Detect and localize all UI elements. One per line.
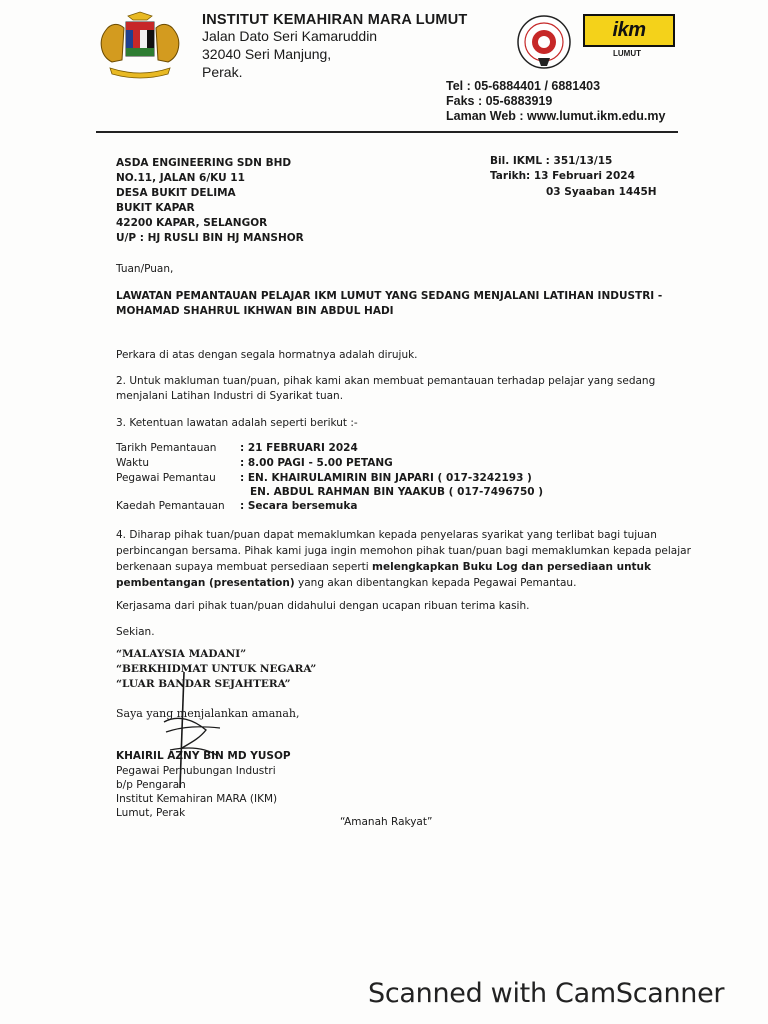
detail-label: Pegawai Pemantau bbox=[116, 472, 216, 484]
signatory-name: KHAIRIL AZNY BIN MD YUSOP bbox=[116, 750, 291, 762]
detail-value: : 21 FEBRUARI 2024 bbox=[240, 442, 358, 454]
signatory-title: Lumut, Perak bbox=[116, 807, 186, 819]
paragraph-4: perbincangan bersama. Pihak kami juga ingin memohon pihak tuan/puan bagi memaklumkan kepada pelajar bbox=[116, 545, 691, 557]
subject-line: MOHAMAD SHAHRUL IKHWAN BIN ABDUL HADI bbox=[116, 305, 394, 317]
salutation: Tuan/Puan, bbox=[116, 263, 174, 275]
malaysia-coat-of-arms-icon bbox=[92, 10, 188, 80]
paragraph-4-emphasis: melengkapkan Buku Log dan persediaan untuk bbox=[372, 561, 652, 573]
tagline: “LUAR BANDAR SEJAHTERA” bbox=[116, 678, 291, 690]
subject-line: LAWATAN PEMANTAUAN PELAJAR IKM LUMUT YANG SEDANG MENJALANI LATIHAN INDUSTRI - bbox=[116, 290, 663, 302]
reference-date: : 13 Februari 2024 bbox=[526, 170, 635, 182]
contact-faks: Faks : 05-6883919 bbox=[446, 94, 553, 108]
signatory-title: Pegawai Perhubungan Industri bbox=[116, 765, 276, 777]
recipient-line: U/P : HJ RUSLI BIN HJ MANSHOR bbox=[116, 232, 304, 244]
institute-name: INSTITUT KEMAHIRAN MARA LUMUT bbox=[202, 12, 468, 28]
paragraph-6: Sekian. bbox=[116, 626, 155, 638]
paragraph-4 bbox=[116, 577, 576, 589]
address-line: Jalan Dato Seri Kamaruddin bbox=[202, 28, 378, 44]
address-line: 32040 Seri Manjung, bbox=[202, 46, 332, 62]
detail-value: EN. ABDUL RAHMAN BIN YAAKUB ( 017-7496750 ) bbox=[250, 486, 544, 498]
scanner-watermark: Scanned with CamScanner bbox=[368, 978, 725, 1009]
ikm-logo bbox=[583, 14, 675, 47]
reference-hijri-date: 03 Syaaban 1445H bbox=[546, 186, 657, 198]
tagline: “MALAYSIA MADANI” bbox=[116, 648, 247, 660]
detail-label: Waktu bbox=[116, 457, 149, 469]
paragraph-4: 4. Diharap pihak tuan/puan dapat memaklumkan kepada penyelaras syarikat yang terlibat bagi tujuan bbox=[116, 529, 657, 541]
reference-date-label: Tarikh bbox=[490, 170, 527, 182]
recipient-line: DESA BUKIT DELIMA bbox=[116, 187, 236, 199]
paragraph-2: menjalani Latihan Industri di Syarikat tuan. bbox=[116, 390, 344, 402]
logo-subtext: LUMUT bbox=[613, 49, 641, 58]
detail-label: Kaedah Pemantauan bbox=[116, 500, 225, 512]
letterhead-divider bbox=[96, 131, 678, 133]
reference-number: Bil. IKML : 351/13/15 bbox=[490, 155, 613, 167]
paragraph-4-text: berkenaan supaya membuat persediaan seperti bbox=[116, 561, 373, 573]
detail-value: : 8.00 PAGI - 5.00 PETANG bbox=[240, 457, 393, 469]
closing-phrase: Saya yang menjalankan amanah, bbox=[116, 707, 300, 720]
contact-web: Laman Web : www.lumut.ikm.edu.my bbox=[446, 109, 666, 123]
recipient-line: 42200 KAPAR, SELANGOR bbox=[116, 217, 268, 229]
detail-label: Tarikh Pemantauan bbox=[116, 442, 217, 454]
motto: “Amanah Rakyat” bbox=[340, 816, 433, 828]
signatory-title: b/p Pengarah bbox=[116, 779, 186, 791]
paragraph-1: Perkara di atas dengan segala hormatnya adalah dirujuk. bbox=[116, 349, 418, 361]
paragraph-4-text: yang akan dibentangkan kepada Pegawai Pemantau. bbox=[294, 577, 577, 589]
tagline: “BERKHIDMAT UNTUK NEGARA” bbox=[116, 663, 317, 675]
signatory-title: Institut Kemahiran MARA (IKM) bbox=[116, 793, 278, 805]
institute-seal-icon bbox=[516, 14, 572, 72]
recipient-line: ASDA ENGINEERING SDN BHD bbox=[116, 157, 292, 169]
recipient-line: BUKIT KAPAR bbox=[116, 202, 195, 214]
paragraph-4 bbox=[116, 561, 651, 573]
recipient-line: NO.11, JALAN 6/KU 11 bbox=[116, 172, 245, 184]
paragraph-2: 2. Untuk makluman tuan/puan, pihak kami akan membuat pemantauan terhadap pelajar yang sedang bbox=[116, 375, 656, 387]
paragraph-3: 3. Ketentuan lawatan adalah seperti berikut :- bbox=[116, 417, 358, 429]
paragraph-5: Kerjasama dari pihak tuan/puan didahului dengan ucapan ribuan terima kasih. bbox=[116, 600, 530, 612]
contact-tel: Tel : 05-6884401 / 6881403 bbox=[446, 79, 601, 93]
paragraph-4-emphasis: pembentangan (presentation) bbox=[116, 577, 295, 589]
detail-value: : EN. KHAIRULAMIRIN BIN JAPARI ( 017-3242193 ) bbox=[240, 472, 532, 484]
logo-text: ikm bbox=[612, 19, 646, 41]
address-line: Perak. bbox=[202, 64, 243, 80]
detail-value: : Secara bersemuka bbox=[240, 500, 358, 512]
